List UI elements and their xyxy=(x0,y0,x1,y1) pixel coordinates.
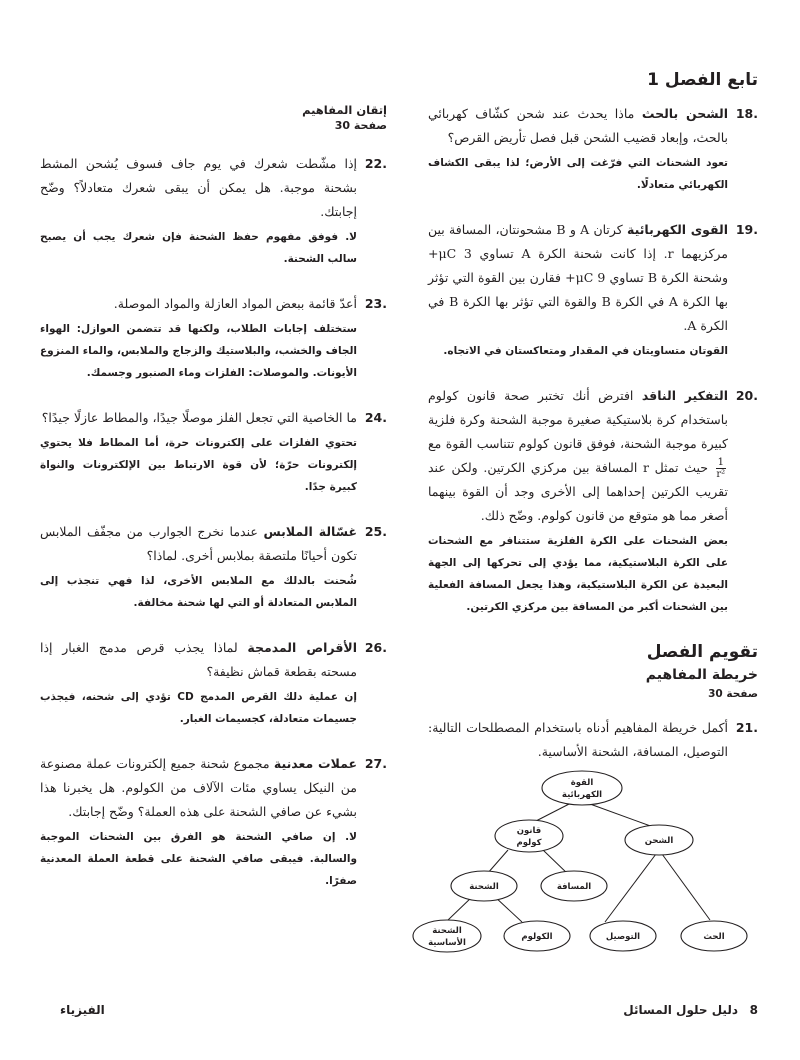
question-number: .18 xyxy=(735,106,758,121)
right-column xyxy=(428,102,758,786)
subsection-title: خريطة المفاهيم xyxy=(645,667,758,683)
answer-text: شُحنت بالدلك مع الملابس الأخرى، لذا فهي تنجذب إلى الملابس المتعادلة أو التي لها شحنة مخالفة. xyxy=(40,575,357,609)
answer-text: إن عملية دلك القرص المدمج CD تؤدي إلى شحنه، فيجذب جسيمات متعادلة، كجسيمات الغبار. xyxy=(40,691,357,725)
node-label: التوصيل xyxy=(605,932,641,942)
answer-text: ستختلف إجابات الطلاب، ولكنها قد تتضمن العوازل: الهواء الجاف والخشب، والبلاستيك والزجاج والملابس، والماء المنزوع الأيونات. والموصلات: الفلزات وماء الصنبور وجسمك. xyxy=(40,323,357,379)
footer-subject: الفيزياء xyxy=(60,1003,105,1017)
node-label: كولوم xyxy=(516,838,542,848)
node-label: الشحنة xyxy=(469,882,499,892)
section-page-ref: صفحة 30 xyxy=(334,119,387,132)
question-text: عملات معدنية مجموع شحنة جميع إلكترونات عملة مصنوعة من النيكل يساوي مئات الآلاف من الكولوم. هل يخبرنا هذا بشيء عن صافي الشحنة على هذه العملة؟ وضّح إجابتك. xyxy=(40,756,357,819)
answer-text: لا. إن صافي الشحنة هو الفرق بين الشحنات الموجبة والسالبة. فيبقى صافي الشحنة على قطعة العملة المعدنية صفرًا. xyxy=(40,831,357,887)
node-label: الكولوم xyxy=(521,932,553,942)
question-text: ما الخاصية التي تجعل الفلز موصلًا جيدًا، والمطاط عازلًا جيدًا؟ xyxy=(41,410,357,425)
question-heading: القوى الكهربائية xyxy=(627,222,728,237)
question-text: غسّالة الملابس عندما نخرج الجوارب من مجفّف الملابس تكون أحيانًا ملتصقة بملابس أخرى. لماذا؟ xyxy=(40,524,357,563)
section-title: تقويم الفصل xyxy=(646,642,758,662)
page-title: تابع الفصل 1 xyxy=(647,70,758,90)
answer-text: القوتان متساويتان في المقدار ومتعاكستان في الاتجاه. xyxy=(443,345,728,357)
question-number: .27 xyxy=(364,756,387,771)
question-21 xyxy=(428,716,758,764)
question-27 xyxy=(40,752,387,892)
question-heading: عملات معدنية xyxy=(273,756,357,771)
section-page-ref: صفحة 30 xyxy=(708,688,758,700)
question-number: .25 xyxy=(364,524,387,539)
question-25 xyxy=(40,520,387,614)
answer-text: بعض الشحنات على الكرة الفلزية ستتنافر مع الشحنات على الكرة البلاستيكية، مما يؤدي إلى تحركها إلى الجهة البعيدة عن الكرة البلاستيكية، وهذا يجعل المسافة الفعلية بين الشحنات أكبر من المسافة بين مركزي الكرتين. xyxy=(428,535,728,613)
fraction: $\frac{1}{\text{r²}}$ xyxy=(716,457,726,480)
question-number: .20 xyxy=(735,388,758,403)
question-heading: التفكير الناقد xyxy=(641,388,728,403)
node-label: الشحنة xyxy=(432,926,462,936)
answer-text: لا. فوفق مفهوم حفظ الشحنة فإن شعرك يجب أن يصبح سالب الشحنة. xyxy=(40,231,357,265)
question-24 xyxy=(40,406,387,498)
question-heading: غسّالة الملابس xyxy=(263,524,357,539)
node-label: الكهربائية xyxy=(561,790,603,800)
question-18 xyxy=(428,102,758,196)
question-20 xyxy=(428,384,758,618)
answer-text: تعود الشحنات التي فرّغت إلى الأرض؛ لذا يبقى الكشاف الكهربائي متعادلًا. xyxy=(428,157,728,191)
node-label: الأساسية xyxy=(428,938,466,948)
question-19 xyxy=(428,218,758,362)
section-header: إتقان المفاهيم xyxy=(302,103,387,117)
question-22 xyxy=(40,152,387,270)
question-number: .23 xyxy=(364,296,387,311)
concept-map xyxy=(410,770,755,960)
footer-guide-title: دليل حلول المسائل xyxy=(623,1003,738,1017)
node-label: الحث xyxy=(703,932,725,942)
question-text: أكمل خريطة المفاهيم أدناه باستخدام المصطلحات التالية: التوصيل، المسافة، الشحنة الأساسية. xyxy=(428,720,728,759)
question-text: الأقراص المدمجة لماذا يجذب قرص مدمج الغبار إذا مسحته بقطعة قماش نظيفة؟ xyxy=(40,640,357,679)
left-column xyxy=(40,102,387,914)
question-heading: الأقراص المدمجة xyxy=(247,640,357,655)
node-label: المسافة xyxy=(556,882,592,892)
question-number: .19 xyxy=(735,222,758,237)
question-text: القوى الكهربائية كرتان A و B مشحونتان، المسافة بين مركزيهما r. إذا كانت شحنة الكرة A تساوي μC 3+ وشحنة الكرة B تساوي μC 9+ فقارن بين القوة التي تؤثر بها الكرة A في الكرة B والقوة التي تؤثر بها الكرة B في الكرة A. xyxy=(428,222,728,333)
question-23 xyxy=(40,292,387,384)
question-text: أعدّ قائمة ببعض المواد العازلة والمواد الموصلة. xyxy=(113,296,357,311)
question-number: .24 xyxy=(364,410,387,425)
node-label: القوة xyxy=(570,778,594,788)
question-text: التفكير الناقد افترض أنك تختبر صحة قانون كولوم باستخدام كرة بلاستيكية صغيرة موجبة الشحنة وكرة فلزية كبيرة موجبة الشحنة، فوفق قانون كولوم تتناسب القوة مع $\frac{1}{\text{r²}}$ حيث تمثل r المسافة بين مركزي الكرتين. ولكن عند تقريب الكرتين إحداهما إلى الأخرى وجد أن القوة بينهما أصغر مما هو متوقع من قانون كولوم. وضّح ذلك. xyxy=(428,388,728,523)
answer-text: تحتوي الفلزات على إلكترونات حرة، أما المطاط فلا يحتوي إلكترونات حرّة؛ لأن قوة الارتباط بين الإلكترونات والنواة كبيرة جدًا. xyxy=(40,437,357,493)
question-heading: الشحن بالحث xyxy=(641,106,728,121)
question-26 xyxy=(40,636,387,730)
question-text: الشحن بالحث ماذا يحدث عند شحن كشّاف كهربائي بالحث، وإبعاد قضيب الشحن قبل فصل تأريض القرص؟ xyxy=(428,106,728,145)
question-number: .26 xyxy=(364,640,387,655)
question-text: إذا مشّطت شعرك في يوم جاف فسوف يُشحن المشط بشحنة موجبة. هل يمكن أن يبقى شعرك متعادلاً؟ وضّح إجابتك. xyxy=(40,156,357,219)
node-label: قانون xyxy=(516,826,542,836)
page-number: 8 xyxy=(749,1003,758,1017)
question-number: .21 xyxy=(735,720,758,735)
node-label: الشحن xyxy=(644,836,674,846)
question-number: .22 xyxy=(364,156,387,171)
